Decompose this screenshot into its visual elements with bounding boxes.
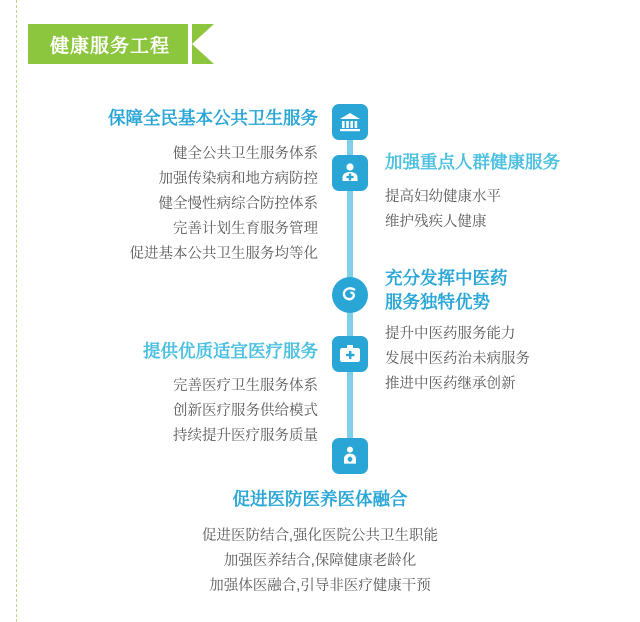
list-item: 加强医养结合,保障健康老龄化 [223, 553, 417, 569]
group-heading-5: 促进医防医养医体融合 [232, 489, 408, 509]
list-item: 发展中医药治未病服务 [385, 351, 530, 367]
banner-title [28, 24, 188, 64]
list-item: 加强传染病和地方病防控 [158, 171, 318, 187]
banner-title-text: 健康服务工程 [50, 35, 171, 57]
group-items-2 [385, 185, 501, 235]
person-shield-icon [332, 155, 368, 191]
group-heading-2: 加强重点人群健康服务 [385, 152, 560, 172]
group-items-5 [0, 524, 640, 599]
group-heading-3-line2: 服务独特优势 [385, 292, 490, 312]
list-item: 促进医防结合,强化医院公共卫生职能 [201, 528, 439, 544]
banner-arrow-tail [192, 24, 214, 64]
group-heading-4: 提供优质适宜医疗服务 [143, 341, 318, 361]
list-item: 完善计划生育服务管理 [173, 221, 318, 237]
list-item: 健全慢性病综合防控体系 [158, 196, 318, 212]
list-item: 提高妇幼健康水平 [385, 189, 501, 205]
list-item: 促进基本公共卫生服务均等化 [129, 246, 318, 262]
list-item: 完善医疗卫生服务体系 [173, 378, 318, 394]
list-item: 持续提升医疗服务质量 [173, 428, 318, 444]
list-item: 推进中医药继承创新 [385, 376, 516, 392]
list-item: 加强体医融合,引导非医疗健康干预 [209, 578, 431, 594]
group-heading-1: 保障全民基本公共卫生服务 [108, 108, 318, 128]
spiral-leaf-icon [332, 277, 368, 313]
medical-cross-icon [332, 336, 368, 372]
group-heading-3 [385, 266, 508, 314]
group-items-3 [385, 322, 530, 397]
elderly-care-icon [332, 438, 368, 474]
list-item: 提升中医药服务能力 [385, 326, 516, 342]
group-items-4 [173, 374, 318, 449]
bank-icon [332, 104, 368, 140]
group-heading-3-line1: 充分发挥中医药 [385, 268, 508, 288]
list-item: 健全公共卫生服务体系 [173, 146, 318, 162]
list-item: 创新医疗服务供给模式 [173, 403, 318, 419]
group-items-1 [130, 142, 319, 267]
list-item: 维护残疾人健康 [385, 214, 487, 230]
